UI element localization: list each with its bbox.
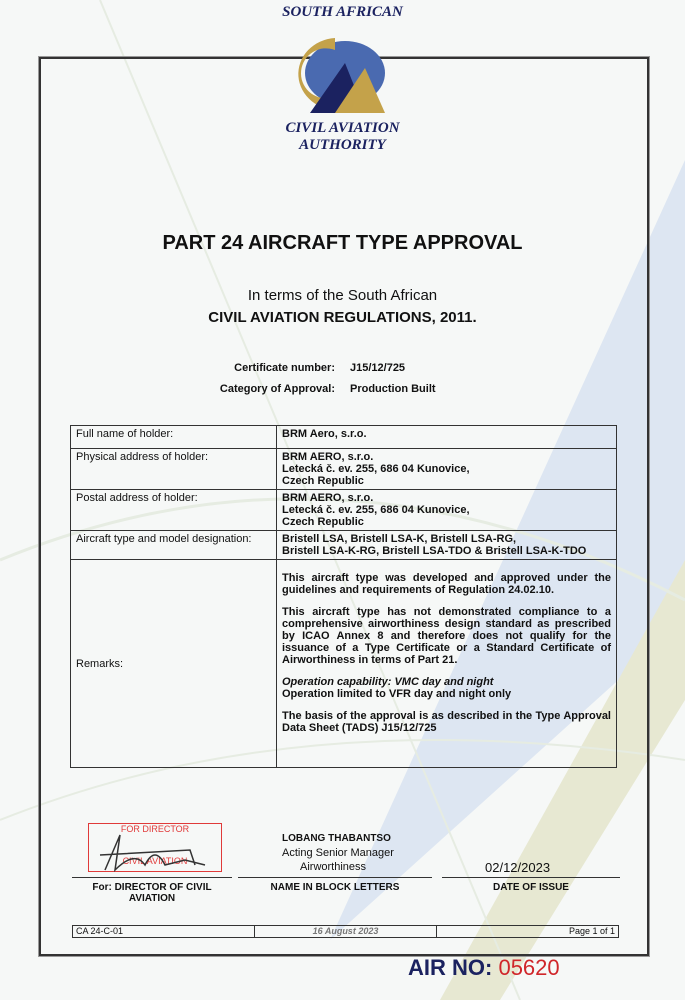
physical-address: BRM AERO, s.r.o. Letecká č. ev. 255, 686 04 Kunovice, Czech Republic [277, 449, 617, 490]
page-number: Page 1 of 1 [568, 926, 615, 936]
label: Aircraft type and model designation: [71, 531, 277, 560]
remarks: This aircraft type was developed and approved under the guidelines and requirements of Regulation 24.02.10. This aircraft type has not demonstrated compliance to a comprehensive airworthiness design standard as prescribed by ICAO Annex 8 and therefore does not qualify for the issuance of a Type Certificate or a Standard Certificate of Airworthiness in terms of Part 21. Operation capability: VMC day and night Operation limited to VFR day and night only The basis of the approval is as described in the Type Approval Data Sheet (TADS) J15/12/725 [277, 560, 617, 768]
director-label: For: DIRECTOR OF CIVIL AVIATION [92, 882, 212, 904]
certificate-number-label: Certificate number: [234, 362, 335, 374]
regulations-title: CIVIL AVIATION REGULATIONS, 2011. [208, 309, 477, 326]
label: Remarks: [71, 560, 277, 768]
form-number: CA 24-C-01 [76, 926, 124, 936]
holder-table [70, 425, 617, 768]
label: Full name of holder: [71, 426, 277, 449]
holder-name: BRM Aero, s.r.o. [277, 426, 617, 449]
aircraft-models: Bristell LSA, Bristell LSA-K, Bristell LSA-RG, Bristell LSA-K-RG, Bristell LSA-TDO & Bristell LSA-K-TDO [277, 531, 617, 560]
form-footer [72, 925, 619, 938]
label: Postal address of holder: [71, 490, 277, 531]
category-label: Category of Approval: [219, 383, 335, 395]
logo-bottom-text: CIVIL AVIATION AUTHORITY [285, 120, 400, 153]
subtitle: In terms of the South African [247, 287, 438, 304]
name-label: NAME IN BLOCK LETTERS [270, 882, 400, 893]
label: Physical address of holder: [71, 449, 277, 490]
category-value: Production Built [350, 383, 436, 395]
logo-top-text: SOUTH AFRICAN [282, 4, 403, 20]
certificate-number: J15/12/725 [350, 362, 406, 374]
postal-address: BRM AERO, s.r.o. Letecká č. ev. 255, 686 04 Kunovice, Czech Republic [277, 490, 617, 531]
document-title: PART 24 AIRCRAFT TYPE APPROVAL [162, 232, 523, 254]
air-number: AIR NO: 05620 [408, 955, 560, 980]
caa-logo-icon [290, 28, 390, 118]
signature-icon [95, 830, 215, 875]
signatory: LOBANG THABANTSO Acting Senior Manager Airworthiness [282, 833, 394, 873]
director-stamp: FOR DIRECTOR CIVIL AVIATION [88, 823, 222, 872]
revision-date: 16 August 2023 [254, 926, 437, 937]
issue-date: 02/12/2023 [485, 860, 551, 875]
date-label: DATE OF ISSUE [493, 882, 569, 893]
